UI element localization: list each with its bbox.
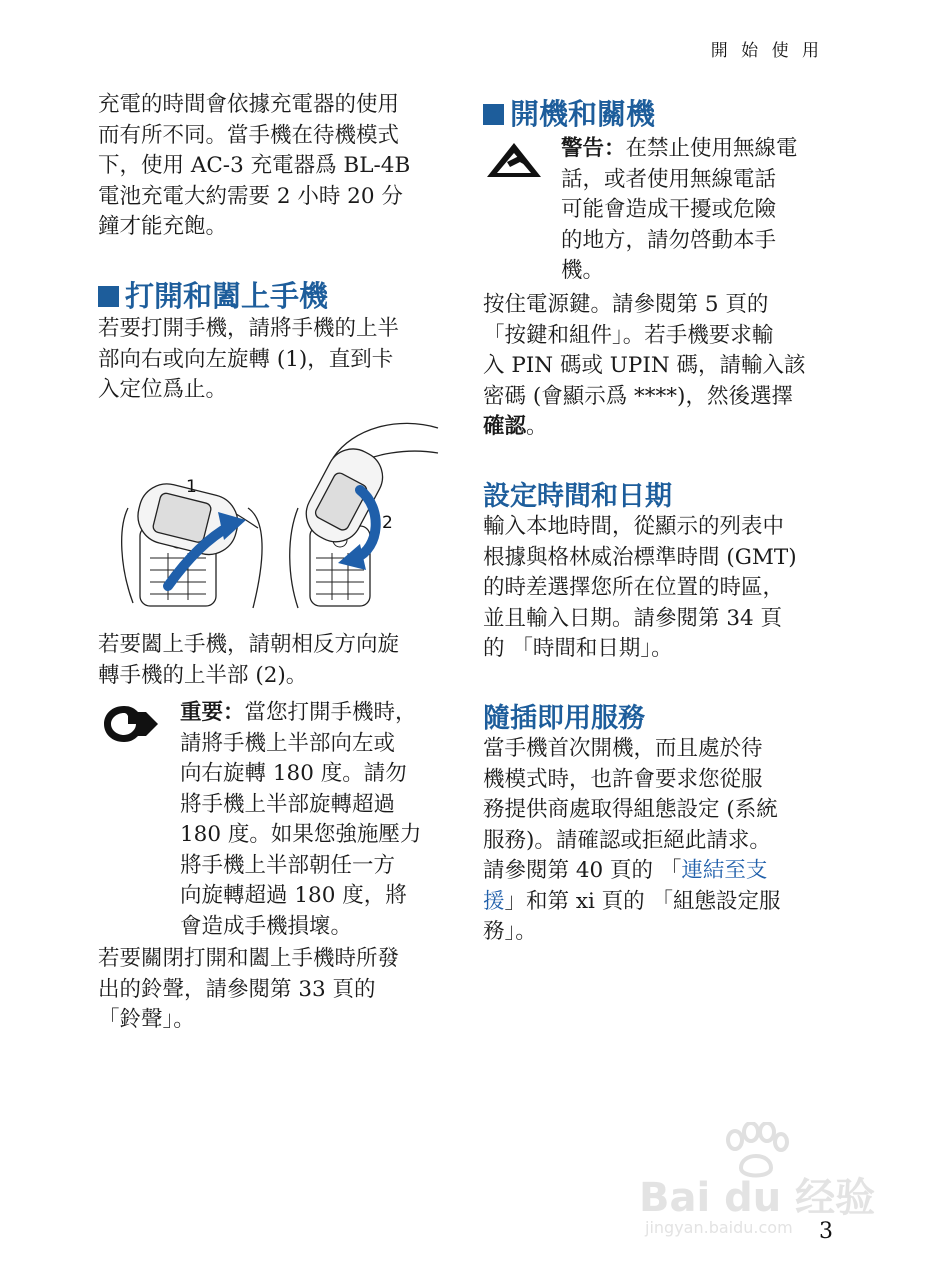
text-line: 務提供商處取得組態設定 (系統	[483, 797, 778, 822]
text-line: 若要打開手機，請將手機的上半	[98, 316, 400, 341]
support-link[interactable]: 連結至支	[681, 858, 768, 883]
text-line: 電池充電大約需要 2 小時 20 分	[98, 183, 403, 209]
text-line: 會造成手機損壞。	[180, 913, 353, 939]
text-line: 務」。	[483, 919, 537, 944]
set-time-paragraph	[483, 512, 797, 665]
text-line: 根據與格林威治標準時間 (GMT)	[483, 544, 797, 570]
text-line: 下，使用 AC-3 充電器爲 BL-4B	[98, 153, 411, 178]
text-line: 機。	[561, 258, 605, 283]
text-line: 按住電源鍵。請參閱第 5 頁的	[483, 292, 769, 317]
power-paragraph	[483, 290, 806, 443]
text-line: 在禁止使用無線電	[625, 136, 798, 161]
warning-triangle-icon	[485, 140, 543, 180]
text-line: 機模式時，也許會要求您從服	[483, 766, 763, 792]
arrow-head-2	[338, 544, 366, 570]
text-line: 「鈴聲」。	[98, 1007, 195, 1032]
text-line: 請參閱第 40 頁的 「	[483, 858, 682, 883]
heading-text: 開機和關機	[510, 97, 656, 131]
important-note	[180, 698, 445, 942]
text-line: 將手機上半部朝任一方	[180, 852, 396, 878]
power-section-heading	[483, 92, 655, 133]
text-line: 入定位爲止。	[98, 377, 228, 402]
text-line: 的地方，請勿啓動本手	[561, 227, 777, 253]
text-line: 的時差選擇您所在位置的時區，	[483, 575, 785, 600]
plug-and-play-heading: 隨插即用服務	[483, 703, 645, 734]
step-label-2: 2	[382, 513, 393, 533]
text-line: 入 PIN 碼或 UPIN 碼，請輸入該	[483, 353, 806, 378]
text-line: 將手機上半部旋轉超過	[180, 791, 396, 817]
warning-label: 警告：	[561, 136, 626, 161]
text-line: 密碼 (會顯示爲 ****)，然後選擇	[483, 383, 793, 409]
watermark-url: jingyan.baidu.com	[645, 1218, 793, 1237]
text-line: 話，或者使用無線電話	[561, 166, 777, 192]
set-time-heading: 設定時間和日期	[483, 481, 672, 512]
important-label: 重要：	[180, 700, 245, 725]
text-line: 可能會造成干擾或危險	[561, 197, 777, 222]
close-phone-paragraph	[98, 630, 399, 691]
text-line: 而有所不同。當手機在待機模式	[98, 122, 400, 148]
text-line: 當手機首次開機，而且處於待	[483, 736, 763, 761]
page-number: 3	[819, 1219, 833, 1244]
text-line: 並且輸入日期。請參閱第 34 頁	[483, 605, 783, 631]
open-close-section-heading	[98, 274, 328, 315]
text-line: 充電的時間會依據充電器的使用	[98, 92, 400, 117]
text-line: 請將手機上半部向左或	[180, 730, 396, 756]
text-line: 鐘才能充飽。	[98, 214, 228, 239]
important-hand-icon	[102, 702, 160, 746]
heading-square-icon	[98, 286, 119, 307]
heading-square-icon	[483, 104, 504, 125]
text-line: 轉手機的上半部 (2)。	[98, 662, 308, 688]
heading-text: 打開和闔上手機	[125, 279, 329, 313]
ringtone-paragraph	[98, 944, 399, 1036]
left-hand-outline	[122, 508, 133, 603]
text-line: 部向右或向左旋轉 (1)，直到卡	[98, 346, 394, 372]
phone-rotation-illustration	[98, 408, 443, 613]
text-line: 輸入本地時間，從顯示的列表中	[483, 514, 785, 539]
watermark-brand: Bai du 经验	[639, 1175, 876, 1221]
text-line: 出的鈴聲，請參閱第 33 頁的	[98, 976, 376, 1002]
text-line: 向旋轉超過 180 度，將	[180, 883, 407, 908]
text-line: 服務)。請確認或拒絕此請求。	[483, 827, 771, 853]
text-line: 若要關閉打開和闔上手機時所發	[98, 946, 400, 971]
text-line: 180 度。如果您強施壓力	[180, 822, 422, 847]
baidu-watermark	[639, 1122, 876, 1242]
text-line: 「按鍵和組件」。若手機要求輸	[483, 322, 774, 348]
support-link-continued[interactable]: 援	[483, 888, 505, 914]
text-line: 」和第 xi 頁的 「組態設定服	[504, 888, 781, 914]
text-line: 當您打開手機時，	[244, 700, 417, 725]
charging-paragraph	[98, 90, 410, 243]
running-header: 開 始 使 用	[710, 41, 823, 61]
text-line: 的 「時間和日期」。	[483, 636, 673, 661]
step-label-1: 1	[186, 477, 197, 497]
confirm-keyword: 確認	[483, 414, 527, 439]
plug-and-play-paragraph	[483, 734, 781, 948]
warning-note	[561, 134, 833, 287]
text-line: 。	[526, 414, 548, 439]
open-phone-paragraph	[98, 314, 399, 406]
text-line: 向右旋轉 180 度。請勿	[180, 761, 407, 786]
text-line: 若要闔上手機，請朝相反方向旋	[98, 632, 400, 657]
